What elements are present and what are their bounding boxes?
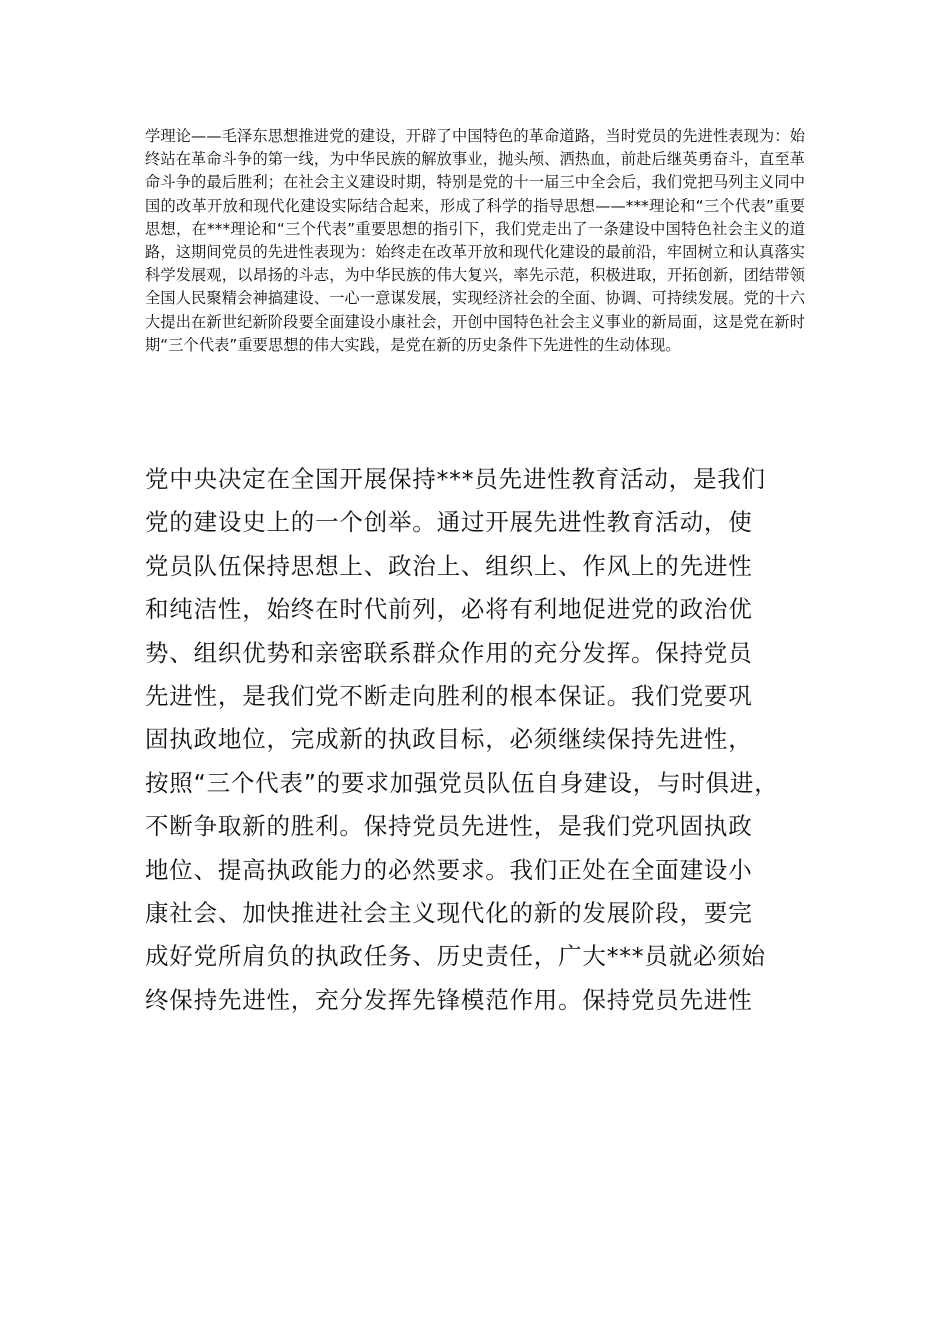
text-line: 党员队伍保持思想上、政治上、组织上、作风上的先进性 xyxy=(145,551,753,580)
text-line: 党的建设史上的一个创举。通过开展先进性教育活动，使 xyxy=(145,508,753,537)
text-line: 地位、提高执政能力的必然要求。我们正处在全面建设小 xyxy=(145,855,753,884)
text-line: 势、组织优势和亲密联系群众作用的充分发挥。保持党员 xyxy=(145,638,753,667)
paragraph-small-text: 学理论——毛泽东思想推进党的建设，开辟了中国特色的革命道路，当时党员的先进性表现为：始终站在革命斗争的第一线，为中华民族的解放事业，抛头颅、洒热血，前赴后继英勇奋斗，直至革命斗争的最后胜利；在社会主义建设时期，特别是党的十一届三中全会后，我们党把马列主义同中国的改革开放和现代化建设实际结合起来，形成了科学的指导思想——***理论和“三个代表”重要思想，在***理论和“三个代表”重要思想的指引下，我们党走出了一条建设中国特色社会主义的道路，这期间党员的先进性表现为：始终走在改革开放和现代化建设的最前沿，牢固树立和认真落实科学发展观，以昂扬的斗志，为中华民族的伟大复兴，率先示范，积极进取，开拓创新，团结带领全国人民聚精会神搞建设、一心一意谋发展，实现经济社会的全面、协调、可持续发展。党的十六大提出在新世纪新阶段要全面建设小康社会，开创中国特色社会主义事业的新局面，这是党在新时期“三个代表”重要思想的伟大实践，是党在新的历史条件下先进性的生动体现。 xyxy=(145,127,805,354)
text-line: 成好党所肩负的执政任务、历史责任，广大***员就必须始 xyxy=(145,942,766,971)
text-line: 终保持先进性，充分发挥先锋模范作用。保持党员先进性 xyxy=(145,985,753,1014)
text-line: 固执政地位，完成新的执政目标，必须继续保持先进性， xyxy=(145,725,753,754)
text-line: 康社会、加快推进社会主义现代化的新的发展阶段，要完 xyxy=(145,899,753,928)
paragraph-large-text xyxy=(145,458,835,1022)
text-line: 先进性，是我们党不断走向胜利的根本保证。我们党要巩 xyxy=(145,682,753,711)
text-line: 和纯洁性，始终在时代前列，必将有利地促进党的政治优 xyxy=(145,595,753,624)
text-line: 按照“三个代表”的要求加强党员队伍自身建设，与时俱进， xyxy=(145,768,779,797)
text-line: 党中央决定在全国开展保持***员先进性教育活动，是我们 xyxy=(145,465,766,493)
text-line: 不断争取新的胜利。保持党员先进性，是我们党巩固执政 xyxy=(145,812,753,841)
